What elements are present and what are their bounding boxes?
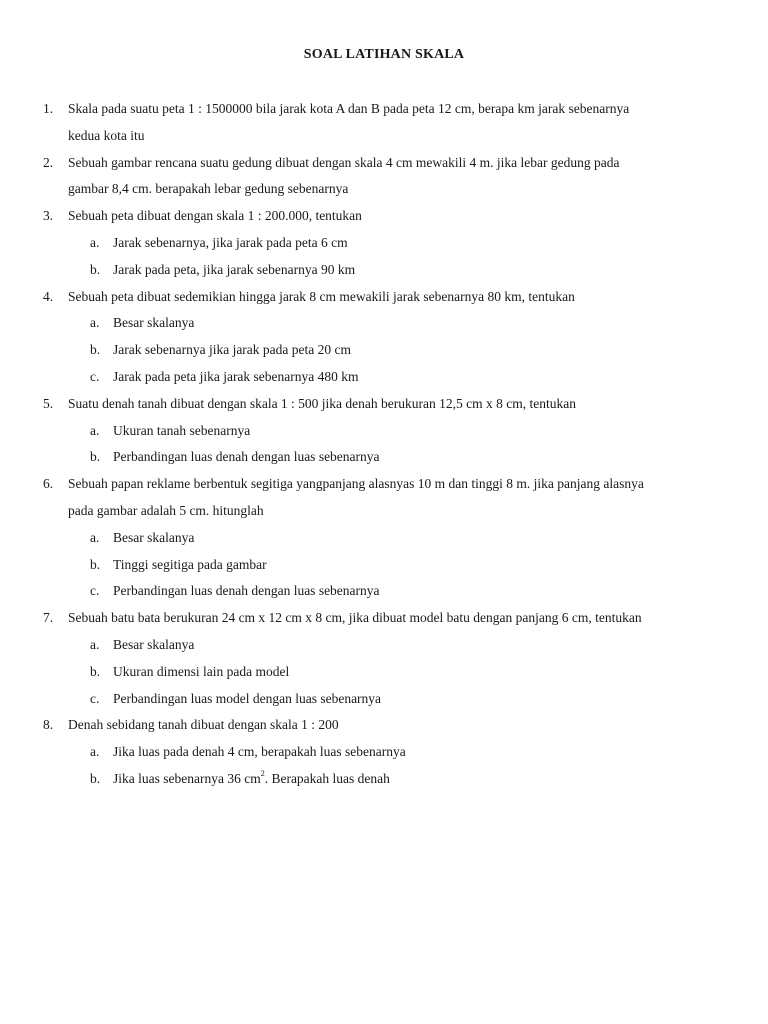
sub-question-text [113, 632, 194, 659]
sub-question-main-text: Jika luas sebenarnya 36 cm [113, 770, 261, 786]
question-text: Sebuah gambar rencana suatu gedung dibuat dengan skala 4 cm mewakili 4 m. jika lebar gedung pada [68, 154, 620, 170]
sub-question-letter: c. [90, 690, 100, 706]
question-text: kedua kota itu [68, 127, 145, 143]
sub-question-main-text: Jarak sebenarnya, jika jarak pada peta 6 cm [113, 234, 348, 250]
sub-question-letter: a. [90, 315, 100, 331]
sub-question-main-text: Jarak pada peta jika jarak sebenarnya 480 km [113, 368, 359, 384]
question-number: 3. [43, 208, 54, 224]
sub-question-item [0, 525, 768, 552]
sub-question-text [113, 418, 250, 445]
question-text: Sebuah batu bata berukuran 24 cm x 12 cm x 8 cm, jika dibuat model batu dengan panjang 6 cm, tentukan [68, 610, 642, 626]
question-text: pada gambar adalah 5 cm. hitunglah [68, 502, 264, 518]
sub-question-letter: c. [90, 583, 100, 599]
question-item [0, 96, 768, 123]
sub-question-letter: b. [90, 449, 101, 465]
sub-question-main-text: Jika luas pada denah 4 cm, berapakah luas sebenarnya [113, 744, 406, 760]
sub-question-main-text: Besar skalanya [113, 529, 195, 545]
question-item [0, 284, 768, 311]
sub-question-item [0, 257, 768, 284]
sub-question-trailing-text: . Berapakah luas denah [264, 770, 390, 786]
question-number: 6. [43, 476, 54, 492]
sub-question-text [113, 337, 351, 364]
question-item [0, 150, 768, 177]
question-number: 2. [43, 154, 54, 170]
question-item [0, 391, 768, 418]
sub-question-main-text: Besar skalanya [113, 315, 195, 331]
superscript: 2 [260, 769, 265, 779]
sub-question-letter: b. [90, 261, 101, 277]
question-text: Denah sebidang tanah dibuat dengan skala 1 : 200 [68, 717, 339, 733]
sub-question-letter: a. [90, 636, 100, 652]
page-title: SOAL LATIHAN SKALA [303, 47, 465, 62]
sub-question-item [0, 230, 768, 257]
question-number: 5. [43, 395, 54, 411]
sub-question-item [0, 337, 768, 364]
sub-question-item [0, 444, 768, 471]
question-text: Sebuah papan reklame berbentuk segitiga yangpanjang alasnyas 10 m dan tinggi 8 m. jika panjang alasnya [68, 476, 644, 492]
sub-question-item [0, 632, 768, 659]
sub-question-item [0, 578, 768, 605]
sub-question-item [0, 686, 768, 713]
question-text: Skala pada suatu peta 1 : 1500000 bila jarak kota A dan B pada peta 12 cm, berapa km jarak sebenarnya [68, 101, 630, 116]
sub-question-letter: b. [90, 663, 101, 679]
sub-question-letter: a. [90, 744, 100, 760]
question-text: Sebuah peta dibuat dengan skala 1 : 200.000, tentukan [68, 208, 362, 224]
sub-question-text [113, 257, 355, 284]
sub-question-main-text: Perbandingan luas model dengan luas sebenarnya [113, 690, 382, 706]
sub-question-item [0, 739, 768, 766]
question-continuation [0, 123, 768, 150]
sub-question-text [113, 364, 359, 391]
sub-question-main-text: Jarak sebenarnya jika jarak pada peta 20 cm [113, 342, 352, 358]
question-list [0, 96, 768, 793]
sub-question-item [0, 552, 768, 579]
sub-question-item [0, 659, 768, 686]
sub-question-text [113, 659, 289, 686]
sub-question-letter: b. [90, 342, 101, 358]
sub-question-letter: b. [90, 770, 101, 786]
sub-question-text [113, 578, 380, 605]
sub-question-text [113, 230, 348, 257]
sub-question-text [113, 552, 267, 579]
sub-question-item [0, 364, 768, 391]
sub-question-item [0, 766, 768, 793]
question-number: 1. [43, 101, 54, 116]
question-number: 7. [43, 610, 54, 626]
sub-question-item [0, 418, 768, 445]
sub-question-text [113, 525, 194, 552]
sub-question-text [113, 444, 380, 471]
sub-question-main-text: Perbandingan luas denah dengan luas sebenarnya [113, 583, 380, 599]
question-item [0, 203, 768, 230]
question-text: gambar 8,4 cm. berapakah lebar gedung sebenarnya [68, 181, 349, 197]
sub-question-letter: a. [90, 422, 100, 438]
question-item [0, 471, 768, 498]
sub-question-main-text: Jarak pada peta, jika jarak sebenarnya 90 km [113, 261, 356, 277]
question-item [0, 605, 768, 632]
sub-question-text [113, 310, 194, 337]
sub-question-text [113, 739, 406, 766]
sub-question-main-text: Besar skalanya [113, 636, 195, 652]
question-item [0, 712, 768, 739]
sub-question-text [113, 766, 390, 793]
question-continuation [0, 498, 768, 525]
sub-question-main-text: Perbandingan luas denah dengan luas sebenarnya [113, 449, 380, 465]
sub-question-item [0, 310, 768, 337]
sub-question-main-text: Ukuran dimensi lain pada model [113, 663, 290, 679]
question-number: 8. [43, 717, 54, 733]
sub-question-main-text: Tinggi segitiga pada gambar [113, 556, 267, 572]
question-text: Suatu denah tanah dibuat dengan skala 1 : 500 jika denah berukuran 12,5 cm x 8 cm, tentukan [68, 395, 576, 411]
sub-question-letter: c. [90, 368, 100, 384]
sub-question-letter: a. [90, 529, 100, 545]
sub-question-text [113, 686, 381, 713]
question-text: Sebuah peta dibuat sedemikian hingga jarak 8 cm mewakili jarak sebenarnya 80 km, tentukan [68, 288, 575, 304]
question-number: 4. [43, 288, 54, 304]
question-continuation [0, 176, 768, 203]
sub-question-main-text: Ukuran tanah sebenarnya [113, 422, 251, 438]
sub-question-letter: a. [90, 234, 100, 250]
sub-question-letter: b. [90, 556, 101, 572]
